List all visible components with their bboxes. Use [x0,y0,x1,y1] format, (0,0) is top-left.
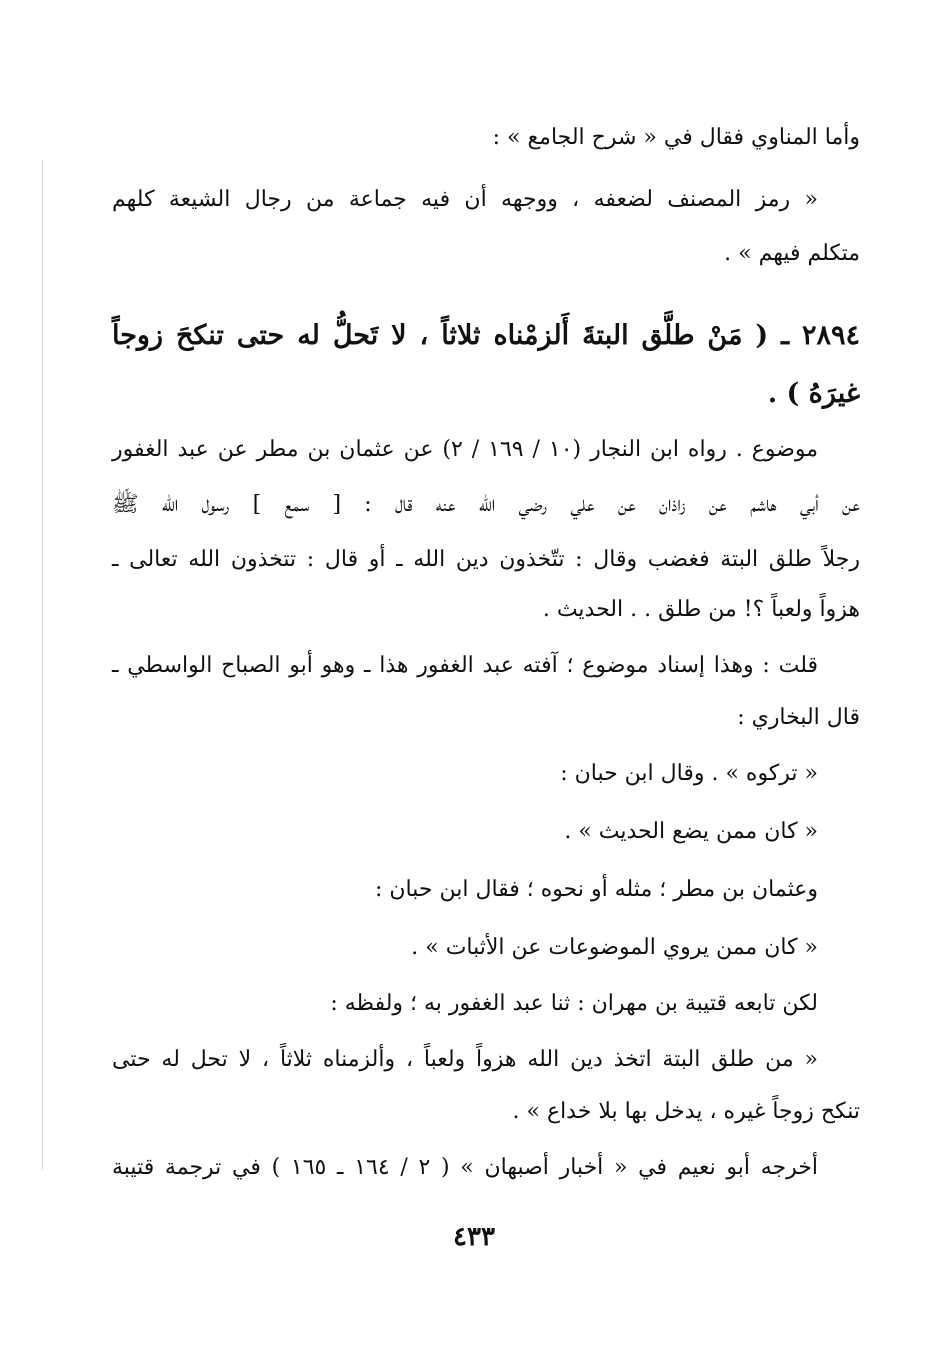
text-line-17: « من طلق البتة اتخذ دين الله هزواً ولعباً ، وألزمناه ثلاثاً ، لا تحل له حتى [112,1047,818,1072]
hadith-heading-line-2: غيرَهُ ) . [767,378,860,409]
text-line-13: « كان ممن يضع الحديث » . [564,819,818,844]
text-line-6: موضوع . رواه ابن النجار (١٠ / ١٦٩ / ٢) عن عثمان بن مطر عن عبد الغفور [112,437,819,462]
text-line-10: قلت : وهذا إسناد موضوع ؛ آفته عبد الغفور هذا ـ وهو أبو الصباح الواسطي ـ [112,653,818,678]
text-line-19: أخرجه أبو نعيم في « أخبار أصبهان » ( ٢ / ١٦٤ ـ ١٦٥ ) في ترجمة قتيبة [112,1155,818,1180]
margin-line [42,160,43,1170]
text-line-8: رجلاً طلق البتة فغضب وقال : تتّخذون دين الله ـ أو قال : تتخذون الله تعالى ـ [112,547,860,572]
text-line-16: لكن تابعه قتيبة بن مهران : ثنا عبد الغفور به ؛ ولفظه : [330,991,818,1016]
text-line-14: وعثمان بن مطر ؛ مثله أو نحوه ؛ فقال ابن حبان : [375,877,818,902]
hadith-heading-line-1: ٢٨٩٤ ـ ( مَنْ طلَّق البتةَ أَلزمْناه ثلاثاً ، لا تَحلُّ له حتى تنكحَ زوجاً [112,320,860,351]
text-line-15: « كان ممن يروي الموضوعات عن الأثبات » . [411,935,818,960]
text-line-2: « رمز المصنف لضعفه ، ووجهه أن فيه جماعة من رجال الشيعة كلهم [112,187,818,212]
text-line-11: قال البخاري : [737,705,860,730]
text-line-18: تنكح زوجاً غيره ، يدخل بها بلا خداع » . [512,1099,860,1124]
text-line-7: عن أبي هاشم عن زاذان عن علي رضي الله عنه قال : [ سمع ] رسول الله ﷺ [112,492,860,517]
text-line-9: هزواً ولعباً ؟! من طلق . . الحديث . [542,597,860,622]
text-line-3: متكلم فيهم » . [724,241,860,266]
page-number: ٤٣٣ [453,1222,495,1252]
text-line-12: « تركوه » . وقال ابن حبان : [560,761,818,786]
text-line-1: وأما المناوي فقال في « شرح الجامع » : [492,125,860,150]
